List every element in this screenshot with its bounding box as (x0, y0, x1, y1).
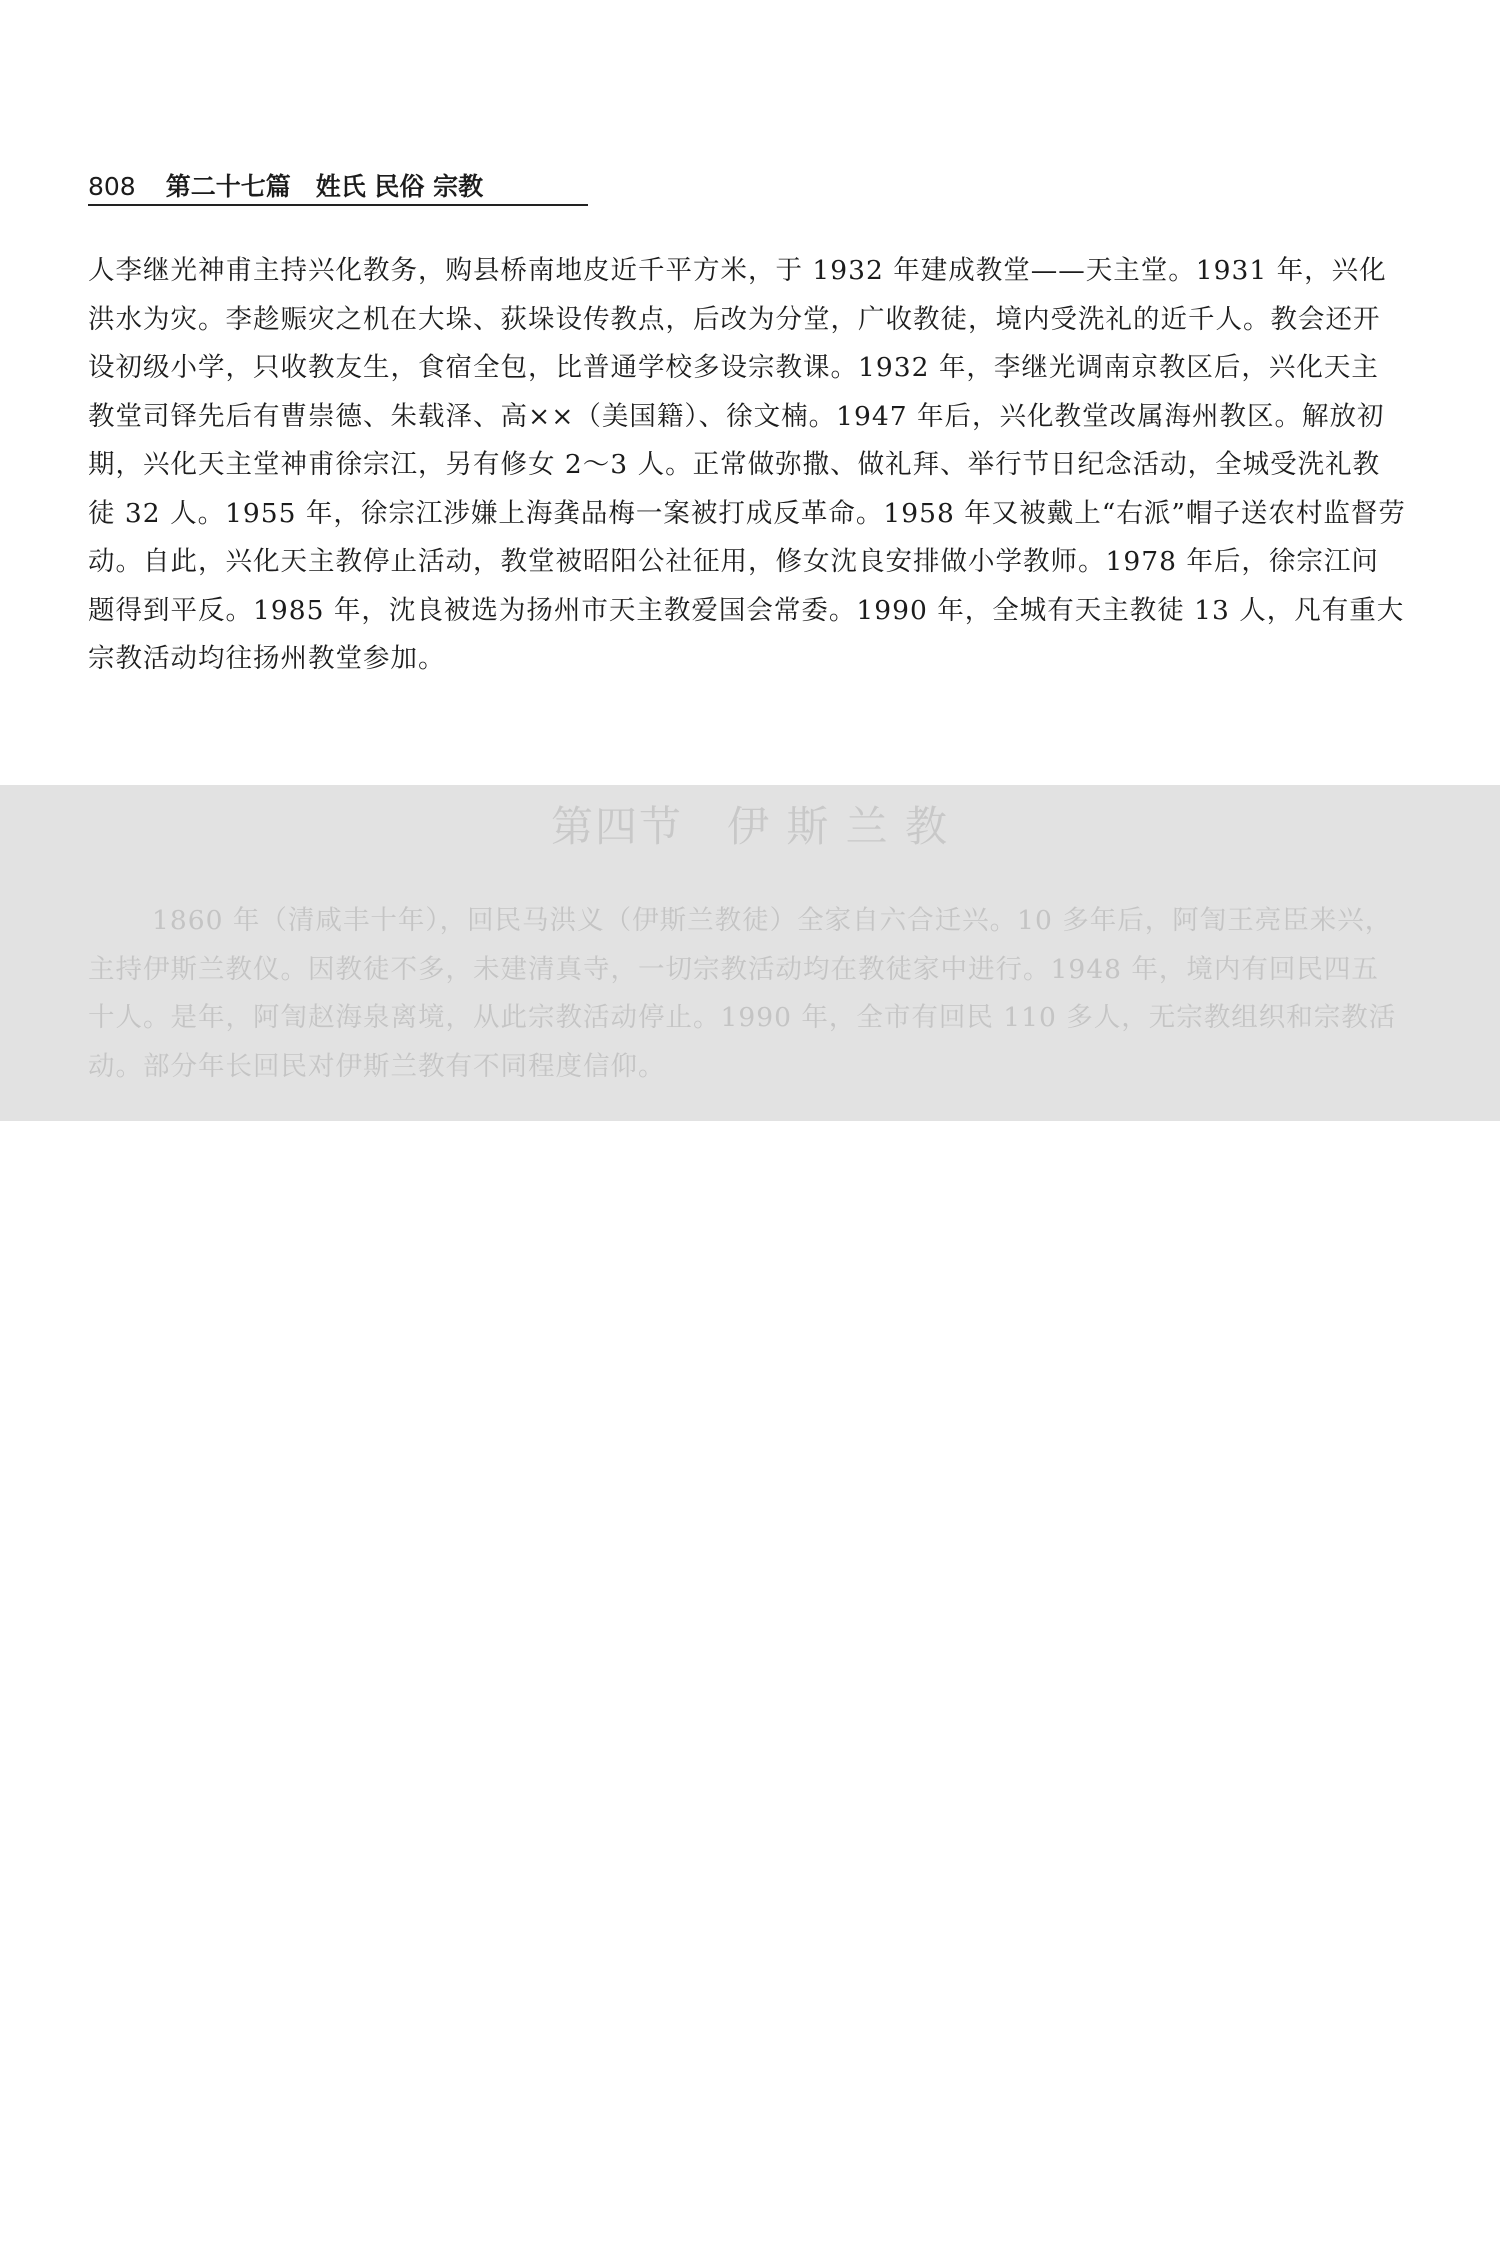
paragraph-islam: 1860 年（清咸丰十年），回民马洪义（伊斯兰教徒）全家自六合迁兴。10 多年后，阿訇王亮臣来兴，主持伊斯兰教仪。因教徒不多，未建清真寺，一切宗教活动均在教徒家中进行。1948 年，境内有回民四五十人。是年，阿訇赵海泉离境，从此宗教活动停止。1990 年，全市有回民 110 多人，无宗教组织和宗教活动。部分年长回民对伊斯兰教有不同程度信仰。 (88, 905, 1397, 1082)
running-title: 第二十七篇 姓氏 民俗 宗教 (165, 172, 484, 201)
running-header (88, 170, 588, 206)
page-number: 808 (88, 172, 136, 201)
paragraph-catholic-continued: 人李继光神甫主持兴化教务，购县桥南地皮近千平方米，于 1932 年建成教堂——天主堂。1931 年，兴化洪水为灾。李趁赈灾之机在大垛、荻垛设传教点，后改为分堂，广收教徒，境内受洗礼的近千人。教会还开设初级小学，只收教友生，食宿全包，比普通学校多设宗教课。1932 年，李继光调南京教区后，兴化天主教堂司铎先后有曹崇德、朱载泽、高××（美国籍）、徐文楠。1947 年后，兴化教堂改属海州教区。解放初期，兴化天主堂神甫徐宗江，另有修女 2～3 人。正常做弥撒、做礼拜、举行节日纪念活动，全城受洗礼教徒 32 人。1955 年，徐宗江涉嫌上海龚品梅一案被打成反革命。1958 年又被戴上“右派”帽子送农村监督劳动。自此，兴化天主教停止活动，教堂被昭阳公社征用，修女沈良安排做小学教师。1978 年后，徐宗江问题得到平反。1985 年，沈良被选为扬州市天主教爱国会常委。1990 年，全城有天主教徒 13 人，凡有重大宗教活动均往扬州教堂参加。 (88, 255, 1406, 674)
section-title: 第四节 伊 斯 兰 教 (550, 802, 950, 851)
